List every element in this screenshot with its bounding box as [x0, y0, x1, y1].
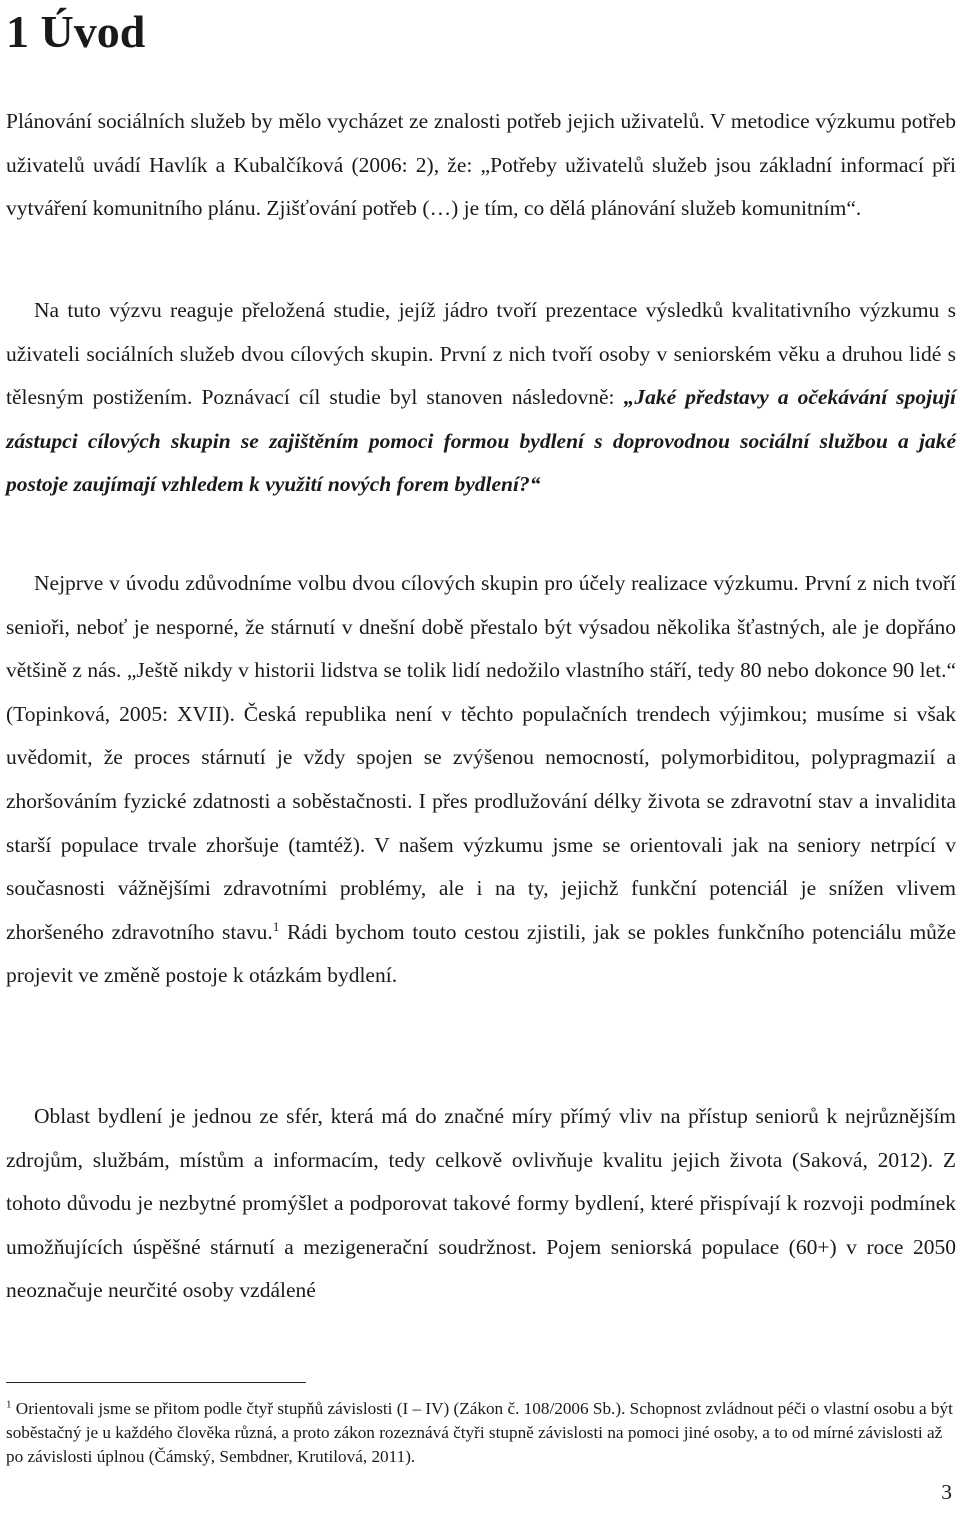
paragraph-1 [6, 100, 956, 231]
footnote [6, 1397, 956, 1469]
chapter-heading: 1 Úvod [6, 6, 146, 57]
research-question: „Jaké představy a očekávání spojují zástupci cílových skupin se zajištěním pomoci formou bydlení s doprovodnou sociální službou a jaké postoje zaujímají vzhledem k využití nových forem bydlení?“ [6, 385, 956, 497]
footnote-separator [6, 1382, 306, 1383]
paragraph-4 [6, 1095, 956, 1313]
footnote-marker: 1 [6, 1398, 12, 1411]
paragraph-3 [6, 562, 956, 998]
footnote-reference[interactable]: 1 [272, 918, 280, 934]
paragraph-3-text-continued: Rádi bychom touto cestou zjistili, jak se pokles funkčního potenciálu může projevit ve změně postoje k otázkám bydlení. [6, 919, 956, 988]
footnote-text: Orientovali jsme se přitom podle čtyř stupňů závislosti (I – IV) (Zákon č. 108/2006 Sb.). Schopnost zvládnout péči o vlastní osobu a být soběstačný je u každého člověka různá, a proto zákon rozeznává čtyři stupně závislosti na pomoci jiné osoby, a to od mírné závislosti až po závislosti úplnou (Čámský, Sembdner, Krutilová, 2011). [6, 1399, 953, 1466]
paragraph-2-text: Na tuto výzvu reaguje přeložená studie, jejíž jádro tvoří prezentace výsledků kvalitativního výzkumu s uživateli sociálních služeb dvou cílových skupin. První z nich tvoří osoby v seniorském věku a druhou lidé s tělesným postižením. Poznávací cíl studie byl stanoven následovně: [6, 298, 956, 410]
page-number: 3 [941, 1480, 952, 1504]
paragraph-3-text: Nejprve v úvodu zdůvodníme volbu dvou cílových skupin pro účely realizace výzkumu. První z nich tvoří senioři, neboť je nesporné, že stárnutí v dnešní době přestalo být výsadou několika šťastných, ale je dopřáno většině z nás. „Ještě nikdy v historii lidstva se tolik lidí nedožilo vlastního stáří, tedy 80 nebo dokonce 90 let.“ (Topinková, 2005: XVII). Česká republika není v těchto populačních trendech výjimkou; musíme si však uvědomit, že proces stárnutí je vždy spojen se zvýšenou nemocností, polymorbiditou, polypragmazií a zhoršováním fyzické zdatnosti a soběstačnosti. I přes prodlužování délky života se zdravotní stav a invalidita starší populace trvale zhoršuje (tamtéž). V našem výzkumu jsme se orientovali jak na seniory netrpící v současnosti vážnějšími zdravotními problémy, ale i na ty, jejichž funkční potenciál je snížen vlivem zhoršeného zdravotního stavu. [6, 571, 956, 944]
paragraph-4-text: Oblast bydlení je jednou ze sfér, která má do značné míry přímý vliv na přístup seniorů k nejrůznějším zdrojům, službám, místům a informacím, tedy celkově ovlivňuje kvalitu jejich života (Saková, 2012). Z tohoto důvodu je nezbytné promýšlet a podporovat takové formy bydlení, které přispívají k rozvoji podmínek umožňujících úspěšné stárnutí a mezigenerační soudržnost. Pojem seniorská populace (60+) v roce 2050 neoznačuje neurčité osoby vzdálené [6, 1104, 956, 1303]
paragraph-1-text: Plánování sociálních služeb by mělo vycházet ze znalosti potřeb jejich uživatelů. V metodice výzkumu potřeb uživatelů uvádí Havlík a Kubalčíková (2006: 2), že: „Potřeby uživatelů služeb jsou základní informací při vytváření komunitního plánu. Zjišťování potřeb (…) je tím, co dělá plánování služeb komunitním“. [6, 109, 956, 221]
paragraph-2 [6, 289, 956, 507]
